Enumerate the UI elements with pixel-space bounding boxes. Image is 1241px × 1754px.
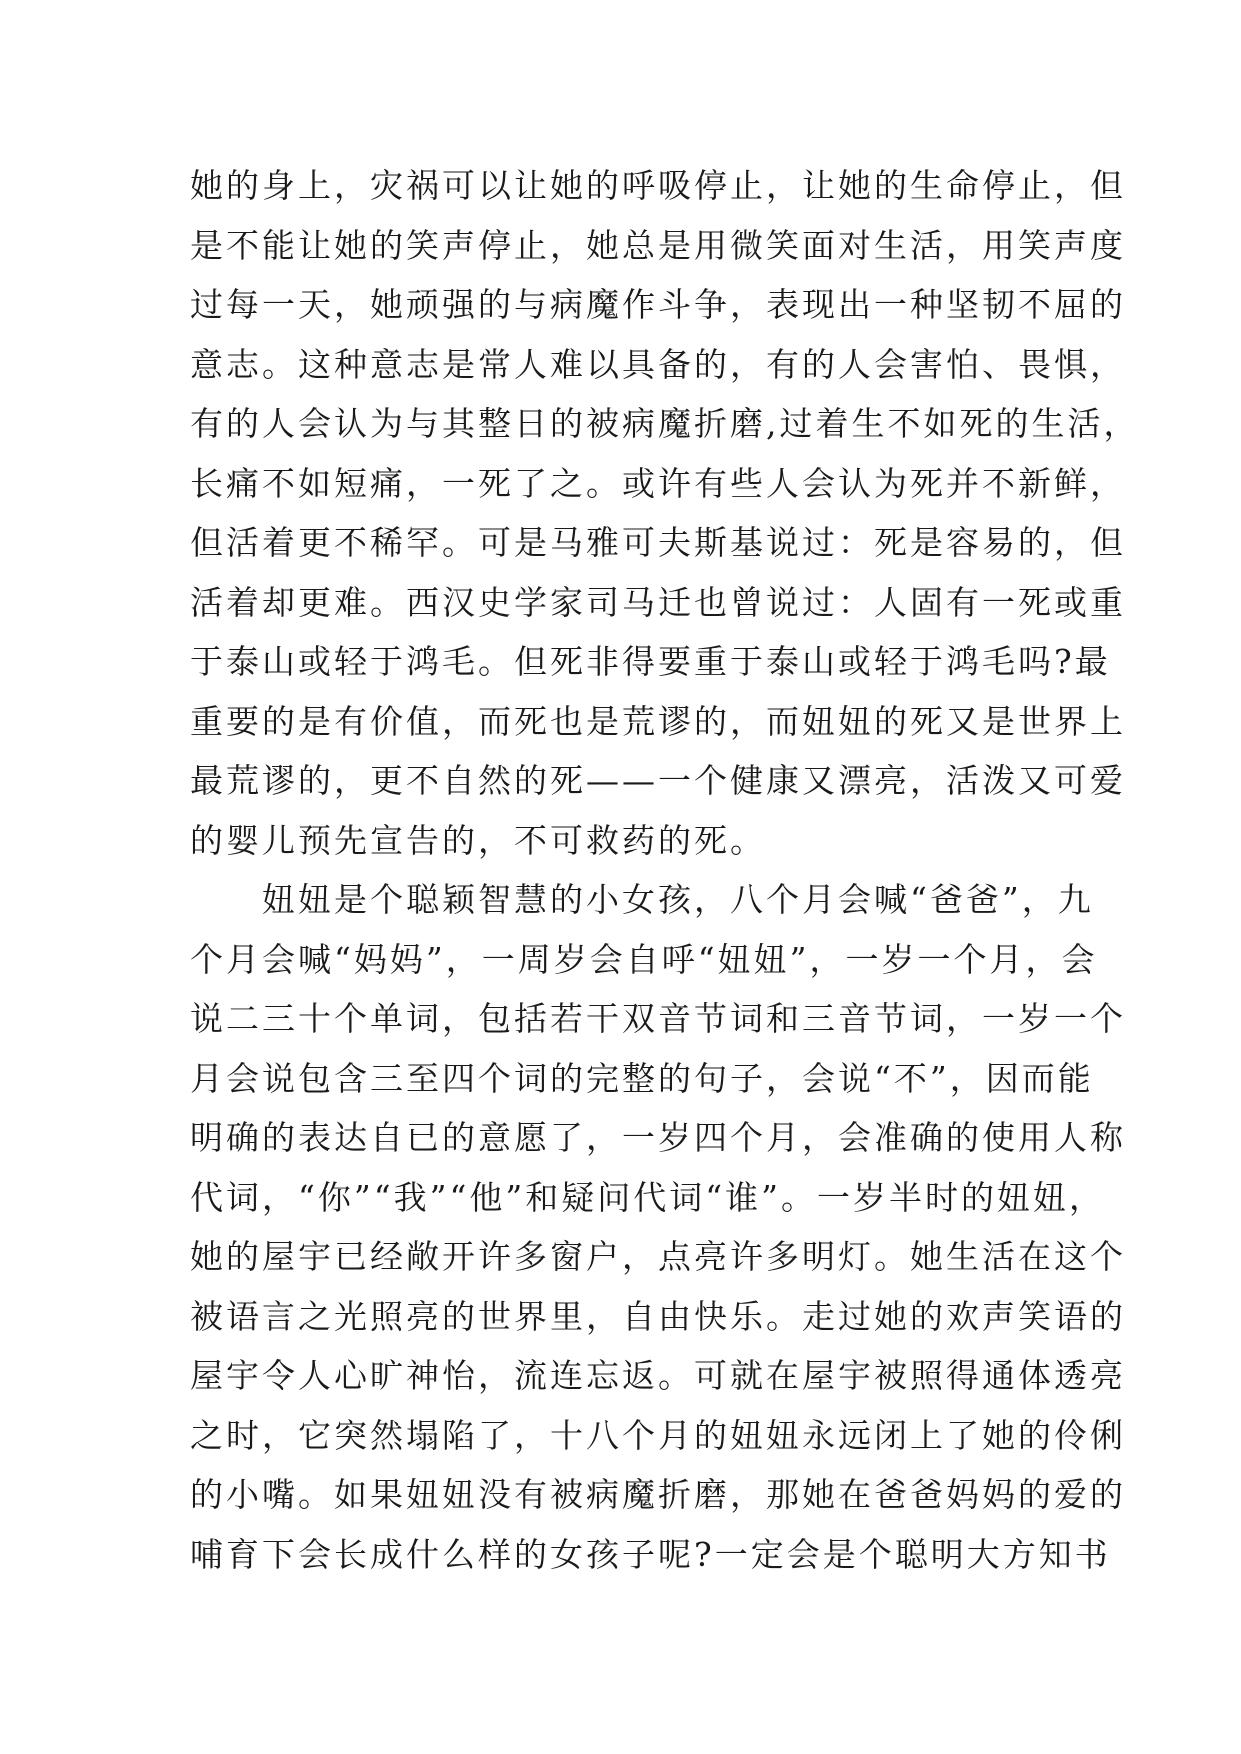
paragraph-1 — [190, 156, 1140, 870]
text-line-indented: 妞妞是个聪颖智慧的小女孩，八个月会喊“爸爸”，九 — [262, 880, 1094, 919]
text-line: 最荒谬的，更不自然的死——一个健康又漂亮，活泼又可爱 — [190, 761, 1126, 800]
text-line: 个月会喊“妈妈”，一周岁会自呼“妞妞”，一岁一个月，会 — [190, 939, 1098, 979]
text-line: 意志。这种意志是常人难以具备的，有的人会害怕、畏惧， — [190, 344, 1126, 384]
text-line: 之时，它突然塌陷了，十八个月的妞妞永远闭上了她的伶俐 — [190, 1415, 1126, 1455]
text-line: 她的屋宇已经敞开许多窗户，点亮许多明灯。她生活在这个 — [190, 1237, 1126, 1276]
text-line: 代词，“你”“我”“他”和疑问代词“谁”。一岁半时的妞妞， — [190, 1177, 1105, 1217]
text-line: 她的身上，灾祸可以让她的呼吸停止，让她的生命停止，但 — [190, 166, 1126, 205]
text-line: 过每一天，她顽强的与病魔作斗争，表现出一种坚韧不屈的 — [190, 285, 1126, 324]
text-line: 于泰山或轻于鸿毛。但死非得要重于泰山或轻于鸿毛吗?最 — [190, 642, 1111, 681]
text-line: 但活着更不稀罕。可是马雅可夫斯基说过：死是容易的，但 — [190, 523, 1126, 562]
text-line: 是不能让她的笑声停止，她总是用微笑面对生活，用笑声度 — [190, 225, 1126, 265]
text-line: 说二三十个单词，包括若干双音节词和三音节词，一岁一个 — [190, 999, 1126, 1038]
text-line: 屋宇令人心旷神怡，流连忘返。可就在屋宇被照得通体透亮 — [190, 1356, 1126, 1395]
text-line: 有的人会认为与其整日的被病魔折磨,过着生不如死的生活， — [190, 404, 1140, 443]
text-line: 长痛不如短痛，一死了之。或许有些人会认为死并不新鲜， — [190, 463, 1126, 503]
text-line: 月会说包含三至四个词的完整的句子，会说“不”，因而能 — [190, 1058, 1094, 1098]
text-line: 明确的表达自已的意愿了，一岁四个月，会准确的使用人称 — [190, 1118, 1126, 1157]
text-line: 被语言之光照亮的世界里，自由快乐。走过她的欢声笑语的 — [190, 1296, 1126, 1336]
text-line: 的小嘴。如果妞妞没有被病魔折磨，那她在爸爸妈妈的爱的 — [190, 1475, 1126, 1514]
text-line: 哺育下会长成什么样的女孩子呢?一定会是个聪明大方知书 — [190, 1534, 1111, 1574]
text-line: 活着却更难。西汉史学家司马迁也曾说过：人固有一死或重 — [190, 582, 1126, 622]
body-text — [190, 156, 1140, 1584]
text-line: 的婴儿预先宣告的，不可救药的死。 — [190, 820, 766, 860]
text-line: 重要的是有价值，而死也是荒谬的，而妞妞的死又是世界上 — [190, 701, 1126, 741]
paragraph-2 — [190, 870, 1126, 1584]
